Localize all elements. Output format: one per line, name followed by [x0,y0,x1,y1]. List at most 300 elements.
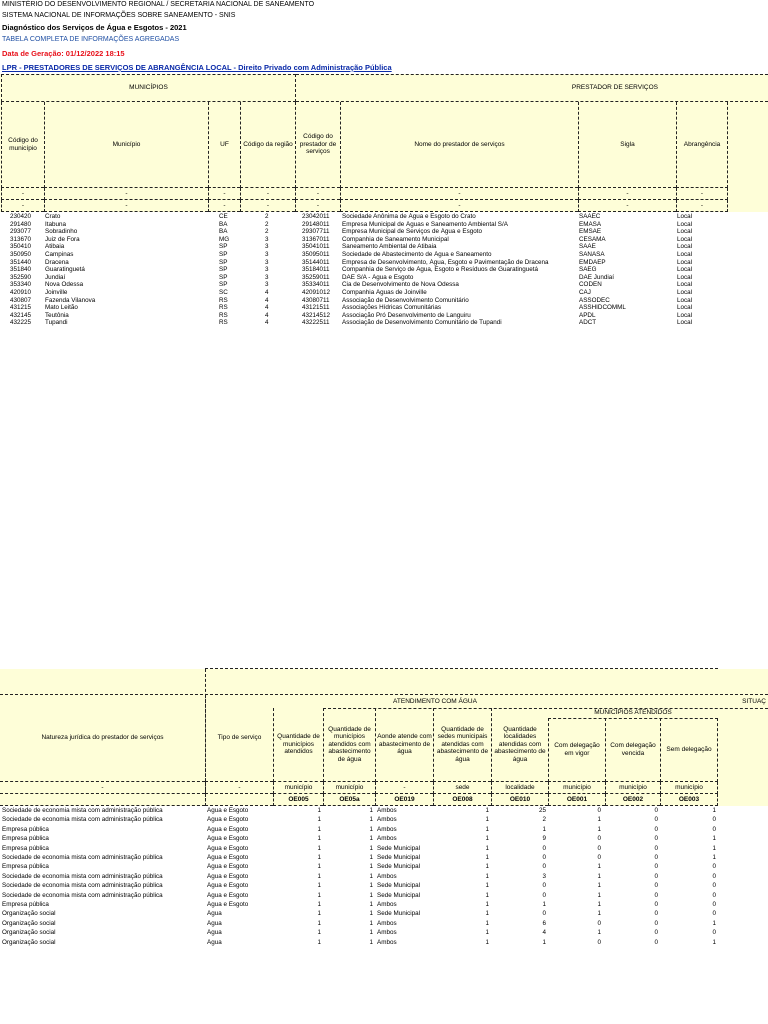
col-qtd-localidades-cell: 1 [542,901,546,908]
col-tipo-servico-cell: Água e Esgoto [207,844,249,852]
col-tipo-servico-cell: Água e Esgoto [207,882,249,890]
col-qtd-municipios-cell: 1 [317,891,321,899]
generation-date: Data de Geração: 01/12/2022 18:15 [2,49,125,58]
col-municipio-cell: Juiz de Fora [45,235,80,243]
col-sem-delegacao-cell: 1 [712,807,716,814]
col-codigo-regiao-cell: 3 [265,235,269,243]
col-qtd-municipios-agua-cell: 1 [369,910,373,918]
col-natureza-juridica-cell: Sociedade de economia mista com administração pública [2,891,163,899]
col-delegacao-vencida-cell: 0 [654,854,658,861]
col-delegacao-vigor-cell: 1 [597,910,601,918]
col-natureza-juridica-cell: Organização social [2,929,56,937]
col-uf-cell: SP [219,251,228,258]
col-codigo-regiao-cell: 3 [265,251,269,258]
col-municipio-cell: Campinas [45,251,74,258]
system-line: SISTEMA NACIONAL DE INFORMAÇÕES SOBRE SANEAMENTO - SNIS [2,12,236,19]
col-qtd-localidades-cell: 0 [542,891,546,899]
col-municipio-cell: Guaratinguetá [45,266,85,274]
col-delegacao-vigor-cell: 1 [597,929,601,937]
col-qtd-sedes-cell: 1 [485,835,489,843]
col-natureza-juridica-cell: Sociedade de economia mista com administração pública [2,854,163,861]
col-delegacao-vigor-cell: 1 [597,891,601,899]
col-abrangencia-cell: Local [677,266,693,274]
col-codigo-prestador-cell: 31367011 [302,235,330,243]
col-sem-delegacao-cell: 0 [712,901,716,908]
table1-code-row-cell: - [240,200,295,212]
col-abrangencia-cell: Local [677,296,693,304]
col-codigo-regiao-cell: 2 [265,228,269,236]
col-uf-cell: SP [219,258,228,266]
table1-row [0,274,768,281]
table2-row [0,920,768,927]
table2-row [0,845,768,852]
col-qtd-localidades-cell: 1 [542,938,546,946]
col-delegacao-vencida-cell: 0 [654,901,658,908]
col-aonde-atende-cell: Ambos [377,825,397,833]
col-municipio-cell: Crato [45,213,61,220]
col-qtd-localidades-cell: 0 [542,863,546,871]
col-qtd-sedes-cell: 1 [485,872,489,880]
section-title: LPR - PRESTADORES DE SERVIÇOS DE ABRANGÊNCIA LOCAL - Direito Privado com Administração Pública [2,63,392,72]
col-codigo-municipio-cell: 352590 [10,273,32,281]
col-tipo-servico-cell: Água [207,919,222,927]
col-qtd-localidades-cell: 0 [542,854,546,861]
col-uf-cell: SP [219,281,228,289]
col-abrangencia-cell: Local [677,319,693,327]
col-nome-prestador-cell: Cia de Desenvolvimento de Nova Odessa [342,281,459,289]
col-aonde-atende-cell: Ambos [377,807,397,814]
col-qtd-sedes-cell: 1 [485,825,489,833]
col-delegacao-vencida-cell: 0 [654,835,658,843]
table1-row [0,251,768,258]
col-abrangencia-cell: Local [677,243,693,251]
table1-code-row-cell: - [578,200,676,212]
col-qtd-localidades-cell: 4 [542,929,546,937]
table2-code-row-cell: OE005 [273,794,323,806]
table2-row [0,882,768,889]
col-delegacao-vigor-cell: 1 [597,825,601,833]
table2-row [0,901,768,908]
col-municipio-cell: Mato Leitão [45,304,78,312]
col-nome-prestador-cell: Companhia Águas de Joinville [342,289,427,296]
col-abrangencia-header: Abrangência [676,102,728,188]
col-qtd-municipios-agua-cell: 1 [369,854,373,861]
table2-row [0,939,768,946]
table2-row [0,854,768,861]
col-nome-prestador-cell: Empresa de Desenvolvimento, Água, Esgoto e Pavimentação de Dracena [342,258,549,266]
table1-row [0,297,768,304]
col-sem-delegacao-cell: 0 [712,816,716,824]
col-aonde-atende-cell: Sede Municipal [377,844,421,852]
col-qtd-municipios-agua-cell: 1 [369,835,373,843]
col-codigo-prestador-header: Código do prestador de serviços [295,102,340,188]
col-codigo-prestador-cell: 43222511 [302,319,330,327]
col-municipio-cell: Itabuna [45,220,67,228]
col-nome-prestador-header: Nome do prestador de serviços [340,102,578,188]
col-natureza-juridica-cell: Sociedade de economia mista com administração pública [2,882,163,890]
table2-row [0,910,768,917]
table1-code-row-cell: - [44,200,208,212]
table2-code-row-cell: OE003 [660,794,718,806]
col-sigla-cell: ASSHIDCOMML [579,304,626,312]
col-delegacao-vencida-cell: 0 [654,910,658,918]
col-nome-prestador-cell: Companhia de Serviço de Água, Esgoto e Resíduos de Guaratinguetá [342,266,539,274]
col-nome-prestador-cell: Associação Pró Desenvolvimento de Languiru [342,311,471,319]
col-sigla-cell: EMSAE [579,228,602,236]
col-sem-delegacao-cell: 0 [712,910,716,918]
col-nome-prestador-cell: Saneamento Ambiental de Atibaia [342,243,437,251]
col-sigla-cell: EMASA [579,220,602,228]
table2-code-row-cell [205,794,273,806]
table2-row [0,873,768,880]
col-qtd-municipios-agua-cell: 1 [369,863,373,871]
col-qtd-localidades-cell: 0 [542,882,546,890]
col-aonde-atende-cell: Sede Municipal [377,854,421,861]
col-abrangencia-cell: Local [677,304,693,312]
col-codigo-prestador-cell: 29307711 [302,228,330,236]
col-municipio-cell: Jundiaí [45,273,66,281]
col-codigo-prestador-cell: 43214512 [302,311,331,319]
col-abrangencia-cell: Local [677,311,693,319]
col-qtd-localidades-header: Quantidade localidades atendidas com abastecimento de água [491,708,548,782]
col-qtd-sedes-cell: 1 [485,938,489,946]
col-codigo-municipio-cell: 313670 [10,235,32,243]
col-nome-prestador-cell: DAE S/A - Água e Esgoto [342,273,414,281]
col-qtd-sedes-cell: 1 [485,854,489,861]
table1-unit-row-cell: - [240,188,295,200]
col-natureza-juridica-cell: Empresa pública [2,901,49,908]
col-uf-cell: RS [219,296,228,304]
col-qtd-localidades-cell: 25 [538,807,546,814]
col-qtd-sedes-cell: 1 [485,901,489,908]
col-qtd-municipios-cell: 1 [317,835,321,843]
col-sigla-cell: SAAE [579,243,596,251]
col-tipo-servico-cell: Água e Esgoto [207,872,249,880]
col-codigo-regiao-cell: 4 [265,319,269,327]
col-uf-cell: RS [219,304,228,312]
ministry-line: MINISTÉRIO DO DESENVOLVIMENTO REGIONAL / SECRETARIA NACIONAL DE SANEAMENTO [2,1,315,8]
table2-code-row-cell: OE001 [548,794,605,806]
col-delegacao-vigor-cell: 1 [597,901,601,908]
table2-row [0,892,768,899]
table1-row [0,312,768,319]
col-qtd-municipios-cell: 1 [317,854,321,861]
col-nome-prestador-cell: Associações Hídricas Comunitárias [342,304,442,312]
col-sigla-cell: CESAMA [579,235,606,243]
col-uf-cell: SP [219,266,228,274]
col-qtd-municipios-agua-cell: 1 [369,919,373,927]
table2-unit-row-cell: - [205,782,273,794]
col-natureza-juridica-cell: Sociedade de economia mista com administração pública [2,816,163,824]
col-uf-cell: RS [219,319,228,327]
table2-unit-row-cell: - [0,782,205,794]
col-qtd-municipios-cell: 1 [317,901,321,908]
table1-row [0,221,768,228]
col-sem-delegacao-cell: 0 [712,872,716,880]
col-qtd-municipios-agua-cell: 1 [369,901,373,908]
col-sigla-cell: SANASA [579,251,605,258]
col-natureza-juridica-cell: Organização social [2,910,56,918]
col-codigo-regiao-cell: 2 [265,213,269,220]
col-delegacao-vencida-cell: 0 [654,872,658,880]
col-municipio-header: Município [44,102,208,188]
col-codigo-municipio-cell: 432145 [10,311,32,319]
col-codigo-municipio-cell: 350410 [10,243,32,251]
col-qtd-municipios-cell: 1 [317,816,321,824]
col-codigo-municipio-cell: 431215 [10,304,32,312]
col-abrangencia-cell: Local [677,289,693,296]
col-qtd-sedes-cell: 1 [485,929,489,937]
col-codigo-prestador-cell: 35095011 [302,251,330,258]
table1-row [0,319,768,326]
col-qtd-sedes-cell: 1 [485,816,489,824]
col-delegacao-vigor-cell: 0 [597,938,601,946]
table1-row [0,243,768,250]
col-aonde-atende-cell: Ambos [377,929,397,937]
col-municipio-cell: Sobradinho [45,228,78,236]
col-sigla-header: Sigla [578,102,676,188]
col-tipo-servico-cell: Água e Esgoto [207,854,249,861]
col-natureza-juridica-cell: Sociedade de economia mista com administração pública [2,807,163,814]
col-delegacao-vigor-cell: 0 [597,854,601,861]
col-codigo-regiao-cell: 4 [265,289,269,296]
table2-unit-row-cell: sede [433,782,491,794]
table2-unit-row-cell: município [605,782,660,794]
col-qtd-municipios-cell: 1 [317,872,321,880]
col-qtd-localidades-cell: 3 [542,872,546,880]
col-qtd-sedes-cell: 1 [485,891,489,899]
table2-row [0,807,768,814]
col-tipo-servico-header: Tipo de serviço [205,695,273,782]
col-qtd-municipios-agua-header: Quantidade de municípios atendidos com abastecimento de água [323,708,375,782]
col-aonde-atende-cell: Ambos [377,835,397,843]
col-sem-delegacao-cell: 0 [712,863,716,871]
col-delegacao-vigor-cell: 1 [597,863,601,871]
col-natureza-juridica-cell: Empresa pública [2,825,49,833]
col-delegacao-vencida-cell: 0 [654,919,658,927]
table1-row [0,304,768,311]
table2-code-row-cell: OE05a [323,794,375,806]
col-qtd-localidades-cell: 6 [542,919,546,927]
table2-row [0,863,768,870]
col-abrangencia-cell: Local [677,273,693,281]
col-codigo-municipio-cell: 350950 [10,251,32,258]
table2-unit-row-cell: município [548,782,605,794]
col-abrangencia-cell: Local [677,281,693,289]
table2-code-row-cell: OE008 [433,794,491,806]
col-codigo-prestador-cell: 29148011 [302,220,330,228]
col-natureza-juridica-cell: Organização social [2,919,56,927]
col-tipo-servico-cell: Água e Esgoto [207,807,249,814]
col-qtd-municipios-agua-cell: 1 [369,844,373,852]
col-delegacao-vigor-cell: 0 [597,807,601,814]
table2-unit-row-cell: município [273,782,323,794]
col-qtd-sedes-cell: 1 [485,807,489,814]
col-sigla-cell: APDL [579,311,596,319]
col-codigo-prestador-cell: 43080711 [302,296,330,304]
col-sem-delegacao-cell: 1 [712,835,716,843]
col-qtd-municipios-agua-cell: 1 [369,872,373,880]
col-municipio-cell: Nova Odessa [45,281,84,289]
col-codigo-prestador-cell: 35259011 [302,273,330,281]
table1-row [0,266,768,273]
col-codigo-municipio-cell: 353340 [10,281,32,289]
col-sem-delegacao-header: Sem delegação [660,718,718,782]
col-delegacao-vencida-cell: 0 [654,825,658,833]
col-codigo-regiao-header: Código da região [240,102,295,188]
col-tipo-servico-cell: Água e Esgoto [207,835,249,843]
col-abrangencia-cell: Local [677,228,693,236]
col-delegacao-vigor-cell: 1 [597,816,601,824]
table1-row [0,228,768,235]
col-delegacao-vencida-cell: 0 [654,929,658,937]
col-codigo-municipio-cell: 420910 [10,289,32,296]
col-uf-cell: BA [219,228,228,236]
col-nome-prestador-cell: Empresa Municipal de Serviços de Água e Esgoto [342,228,483,236]
table1-row [0,281,768,288]
col-tipo-servico-cell: Água [207,938,222,946]
col-abrangencia-cell: Local [677,235,693,243]
table2-row [0,929,768,936]
col-aonde-atende-cell: Sede Municipal [377,891,421,899]
col-codigo-regiao-cell: 3 [265,258,269,266]
col-abrangencia-cell: Local [677,258,693,266]
col-codigo-municipio-cell: 351440 [10,258,32,266]
table1-unit-row-cell: - [44,188,208,200]
col-nome-prestador-cell: Sociedade Anônima de Água e Esgoto do Crato [342,213,476,220]
col-qtd-municipios-agua-cell: 1 [369,825,373,833]
col-codigo-prestador-cell: 35144011 [302,258,330,266]
col-codigo-regiao-cell: 2 [265,220,269,228]
col-sem-delegacao-cell: 1 [712,844,716,852]
col-delegacao-vencida-cell: 0 [654,891,658,899]
col-qtd-municipios-agua-cell: 1 [369,929,373,937]
table2-unit-row-cell: - [375,782,433,794]
col-natureza-juridica-cell: Empresa pública [2,844,49,852]
col-tipo-servico-cell: Água e Esgoto [207,901,249,908]
col-codigo-regiao-cell: 4 [265,304,269,312]
col-uf-cell: MG [219,235,230,243]
col-qtd-municipios-header: Quantidade de municípios atendidos [273,708,323,782]
col-tipo-servico-cell: Água e Esgoto [207,891,249,899]
col-delegacao-vencida-cell: 0 [654,882,658,890]
col-codigo-municipio-cell: 230420 [10,213,32,220]
col-nome-prestador-cell: Sociedade de Abastecimento de Água e Saneamento [342,251,492,258]
col-delegacao-vencida-header: Com delegação vencida [605,718,660,782]
col-qtd-municipios-agua-cell: 1 [369,816,373,824]
col-sigla-cell: CODEN [579,281,602,289]
col-uf-cell: CE [219,213,228,220]
col-delegacao-vigor-header: Com delegação em vigor [548,718,605,782]
table2-code-row-cell: OE019 [375,794,433,806]
col-municipio-cell: Joinville [45,289,68,296]
col-qtd-sedes-cell: 1 [485,910,489,918]
col-sigla-cell: CAJ [579,289,591,296]
col-codigo-municipio-cell: 432225 [10,319,32,327]
col-natureza-juridica-cell: Organização social [2,938,56,946]
col-codigo-municipio-cell: 430807 [10,296,32,304]
group-municipios: MUNICÍPIOS [1,74,296,102]
col-delegacao-vigor-cell: 0 [597,844,601,852]
table1-row [0,236,768,243]
col-delegacao-vencida-cell: 0 [654,844,658,852]
col-nome-prestador-cell: Empresa Municipal de Águas e Saneamento Ambiental S/A [342,220,508,228]
col-sigla-cell: ADCT [579,319,597,327]
table2-row [0,835,768,842]
col-codigo-municipio-cell: 291480 [10,220,32,228]
col-qtd-municipios-cell: 1 [317,844,321,852]
col-aonde-atende-cell: Ambos [377,901,397,908]
col-codigo-regiao-cell: 4 [265,296,269,304]
col-tipo-servico-cell: Água e Esgoto [207,863,249,871]
col-codigo-prestador-cell: 35334011 [302,281,330,289]
table1-code-row-cell: - [340,200,578,212]
table1-unit-row-cell: - [295,188,340,200]
col-aonde-atende-header: Aonde atende com abastecimento de água [375,708,433,782]
table2-row [0,816,768,823]
col-codigo-prestador-cell: 23042011 [302,213,330,220]
col-sem-delegacao-cell: 0 [712,882,716,890]
col-qtd-municipios-agua-cell: 1 [369,891,373,899]
table1-unit-row-cell: - [578,188,676,200]
col-delegacao-vencida-cell: 0 [654,807,658,814]
col-sigla-cell: SAEG [579,266,597,274]
table1-row [0,213,768,220]
table1-row [0,289,768,296]
col-abrangencia-cell: Local [677,213,693,220]
col-municipio-cell: Tupandi [45,319,68,327]
col-qtd-municipios-cell: 1 [317,929,321,937]
col-sigla-cell: ASSODEC [579,296,610,304]
col-aonde-atende-cell: Ambos [377,919,397,927]
col-qtd-localidades-cell: 0 [542,844,546,852]
col-delegacao-vencida-cell: 0 [654,863,658,871]
col-delegacao-vigor-cell: 1 [597,872,601,880]
col-qtd-sedes-header: Quantidade de sedes municipais atendidas com abastecimento de água [433,708,491,782]
col-sem-delegacao-cell: 0 [712,929,716,937]
col-uf-cell: SC [219,289,228,296]
col-qtd-localidades-cell: 9 [542,835,546,843]
col-uf-cell: BA [219,220,228,228]
col-sigla-cell: DAE Jundiaí [579,273,615,281]
col-uf-cell: RS [219,311,228,319]
col-aonde-atende-cell: Sede Municipal [377,863,421,871]
col-sem-delegacao-cell: 1 [712,919,716,927]
col-qtd-municipios-cell: 1 [317,919,321,927]
col-sem-delegacao-cell: 0 [712,891,716,899]
col-qtd-municipios-cell: 1 [317,807,321,814]
col-codigo-municipio-cell: 351840 [10,266,32,274]
col-qtd-sedes-cell: 1 [485,882,489,890]
col-codigo-regiao-cell: 3 [265,273,269,281]
col-qtd-municipios-cell: 1 [317,825,321,833]
table2-unit-row-cell: município [660,782,718,794]
col-codigo-prestador-cell: 42091012 [302,289,331,296]
col-qtd-municipios-cell: 1 [317,863,321,871]
report-title: Diagnóstico dos Serviços de Água e Esgotos - 2021 [2,23,187,32]
col-natureza-juridica-cell: Sociedade de economia mista com administração pública [2,872,163,880]
table2-code-row-cell: OE010 [491,794,548,806]
col-tipo-servico-cell: Água [207,929,222,937]
col-delegacao-vigor-cell: 1 [597,882,601,890]
col-qtd-municipios-cell: 1 [317,882,321,890]
table2-row [0,826,768,833]
col-codigo-regiao-cell: 3 [265,281,269,289]
col-uf-cell: SP [219,273,228,281]
col-abrangencia-cell: Local [677,251,693,258]
col-aonde-atende-cell: Ambos [377,872,397,880]
col-natureza-juridica-cell: Empresa pública [2,863,49,871]
